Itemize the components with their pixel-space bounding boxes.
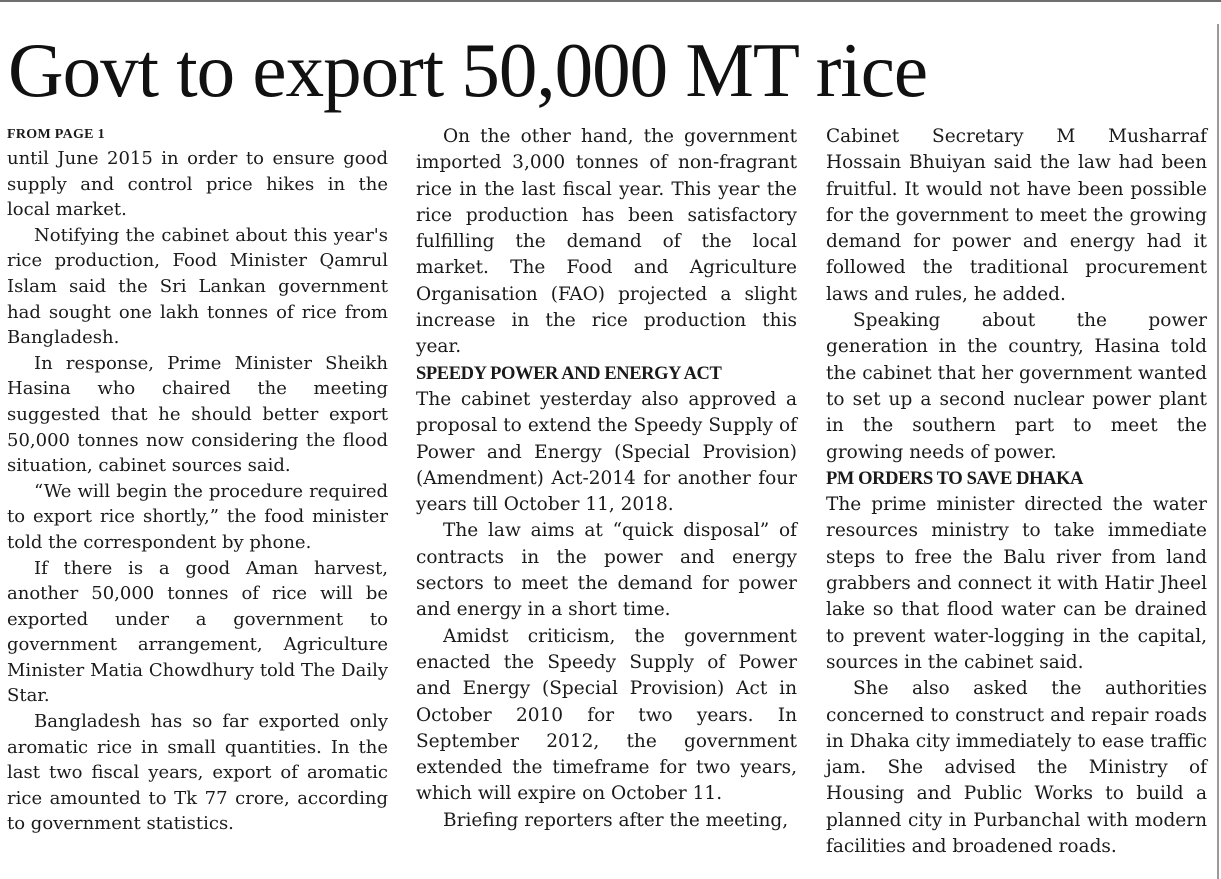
article-column-2	[416, 124, 797, 834]
section-subhead: PM ORDERS TO SAVE DHAKA	[826, 468, 1084, 489]
body-paragraph: Amidst criticism, the government enacted the Speedy Supply of Power and Energy (Special Provision) Act in October 2010 for two years. In September 2012, the government extended the timeframe for two years, which will expire on October 11.	[416, 625, 797, 805]
body-paragraph: Bangladesh has so far exported only aromatic rice in small quantities. In the last two fiscal years, export of aromatic rice amounted to Tk 77 crore, according to government statistics.	[7, 711, 388, 835]
top-rule	[0, 0, 1221, 2]
body-paragraph: until June 2015 in order to ensure good supply and control price hikes in the local market.	[7, 148, 388, 221]
section-subhead: SPEEDY POWER AND ENERGY ACT	[416, 363, 722, 384]
body-paragraph: Speaking about the power generation in the country, Hasina told the cabinet that her government wanted to set up a second nuclear power plant in the southern part to meet the growing needs of power.	[826, 310, 1207, 463]
body-paragraph: “We will begin the procedure required to export rice shortly,” the food minister told the correspondent by phone.	[7, 480, 388, 553]
body-paragraph: She also asked the authorities concerned to construct and repair roads in Dhaka city immediately to ease traffic jam. She advised the Ministry of Housing and Public Works to build a planned city in Purbanchal with modern facilities and broadened roads.	[826, 678, 1207, 858]
headline: Govt to export 50,000 MT rice	[8, 27, 928, 113]
article-column-1	[7, 124, 388, 837]
body-paragraph: The law aims at “quick disposal” of contracts in the power and energy sectors to meet the demand for power and energy in a short time.	[416, 520, 797, 621]
body-paragraph: The prime minister directed the water resources ministry to take immediate steps to free the Balu river from land grabbers and connect it with Hatir Jheel lake so that flood water can be drained to prevent water-logging in the capital, sources in the cabinet said.	[826, 494, 1207, 673]
body-paragraph: If there is a good Aman harvest, another 50,000 tonnes of rice will be exported under a government to government arrangement, Agriculture Minister Matia Chowdhury told The Daily Star.	[7, 557, 388, 707]
body-paragraph: Briefing reporters after the meeting,	[443, 809, 789, 831]
body-paragraph: The cabinet yesterday also approved a proposal to extend the Speedy Supply of Power and Energy (Special Provision) (Amendment) Act-2014 for another four years till October 11, 2018.	[416, 388, 797, 516]
body-paragraph: Cabinet Secretary M Musharraf Hossain Bhuiyan said the law had been fruitful. It would not have been possible for the government to meet the growing demand for power and energy had it followed the traditional procurement laws and rules, he added.	[826, 126, 1207, 305]
body-paragraph: In response, Prime Minister Sheikh Hasina who chaired the meeting suggested that he should better export 50,000 tonnes now considering the flood situation, cabinet sources said.	[7, 352, 388, 477]
body-paragraph: On the other hand, the government imported 3,000 tonnes of non-fragrant rice in the last fiscal year. This year the rice production has been satisfactory fulfilling the demand of the local market. The Food and Agriculture Organisation (FAO) projected a slight increase in the rice production this year.	[416, 126, 797, 358]
right-edge-rule	[1217, 24, 1219, 879]
body-paragraph: Notifying the cabinet about this year's rice production, Food Minister Qamrul Islam said the Sri Lankan government had sought one lakh tonnes of rice from Bangladesh.	[7, 224, 388, 349]
article-column-3	[826, 124, 1207, 860]
jump-kicker: FROM PAGE 1	[7, 127, 105, 142]
